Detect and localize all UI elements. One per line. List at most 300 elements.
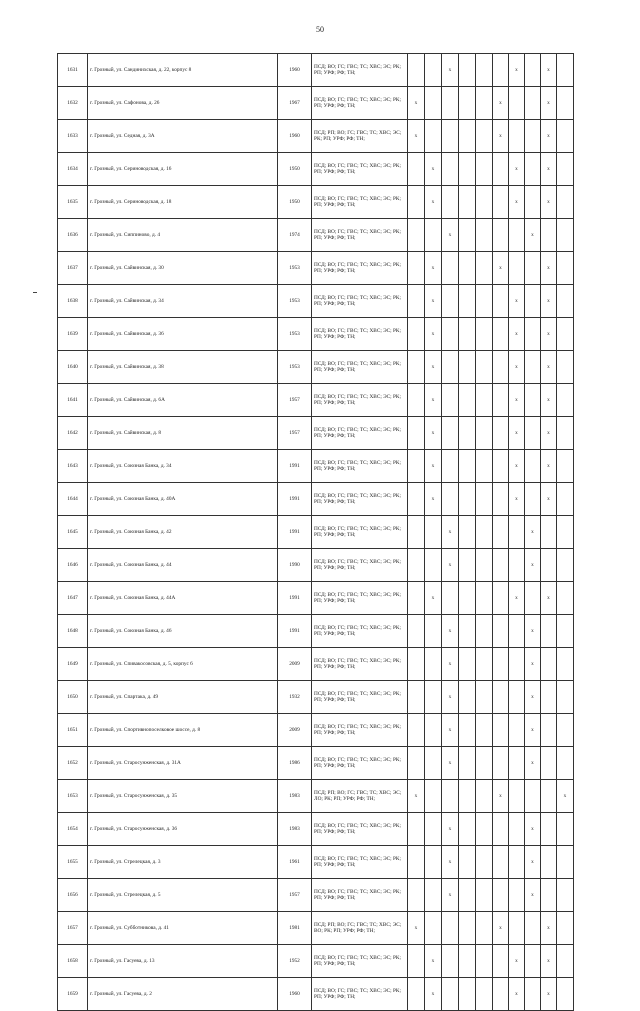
row-address: г. Грозный, ул. Сайвинская, д. 8	[88, 417, 278, 450]
row-address: г. Грозный, ул. Сайвинская, д. 30	[88, 252, 278, 285]
mark-cell	[425, 120, 442, 153]
mark-cell	[442, 417, 459, 450]
mark-cell	[509, 780, 525, 813]
row-address: г. Грозный, ул. Спортивнопоселковое шоссе, д. 8	[88, 714, 278, 747]
mark-cell	[525, 450, 541, 483]
mark-cell	[459, 516, 476, 549]
mark-cell: x	[493, 120, 509, 153]
mark-cell	[493, 516, 509, 549]
row-services: ПСД; ВО; ГС; ГВС; ТС; ХВС; ЭС; РК; РП; УРФ; РФ; ТН;	[312, 879, 408, 912]
mark-cell	[493, 219, 509, 252]
mark-cell: x	[425, 582, 442, 615]
mark-cell: x	[442, 681, 459, 714]
mark-cell	[459, 978, 476, 1011]
row-services: ПСД; ВО; ГС; ГВС; ТС; ХВС; ЭС; РК; РП; УРФ; РФ; ТН;	[312, 747, 408, 780]
row-address: г. Грозный, ул. Стрелецкая, д. 3	[88, 846, 278, 879]
table-row	[58, 714, 574, 747]
mark-cell	[476, 747, 493, 780]
mark-cell	[493, 54, 509, 87]
mark-cell	[493, 813, 509, 846]
row-year: 1957	[278, 417, 312, 450]
mark-cell: x	[541, 582, 557, 615]
mark-cell	[476, 351, 493, 384]
mark-cell: x	[509, 351, 525, 384]
mark-cell	[557, 747, 574, 780]
mark-cell	[541, 219, 557, 252]
mark-cell	[557, 219, 574, 252]
mark-cell	[493, 186, 509, 219]
mark-cell	[557, 813, 574, 846]
mark-cell	[425, 549, 442, 582]
row-services: ПСД; ВО; ГС; ГВС; ТС; ХВС; ЭС; РК; РП; УРФ; РФ; ТН;	[312, 186, 408, 219]
mark-cell	[476, 120, 493, 153]
mark-cell	[541, 516, 557, 549]
mark-cell	[509, 912, 525, 945]
mark-cell	[476, 417, 493, 450]
mark-cell: x	[525, 219, 541, 252]
row-year: 1991	[278, 483, 312, 516]
mark-cell	[525, 153, 541, 186]
row-number: 1648	[58, 615, 88, 648]
row-number: 1655	[58, 846, 88, 879]
mark-cell	[425, 516, 442, 549]
mark-cell	[557, 681, 574, 714]
row-number: 1635	[58, 186, 88, 219]
row-number: 1650	[58, 681, 88, 714]
row-address: г. Грозный, ул. Сайвинская, д. 36	[88, 318, 278, 351]
row-services: ПСД; ВО; ГС; ГВС; ТС; ХВС; ЭС; РК; РП; УРФ; РФ; ТН;	[312, 681, 408, 714]
row-number: 1632	[58, 87, 88, 120]
mark-cell	[557, 978, 574, 1011]
row-number: 1636	[58, 219, 88, 252]
mark-cell	[476, 516, 493, 549]
mark-cell	[557, 516, 574, 549]
mark-cell	[493, 978, 509, 1011]
mark-cell: x	[425, 945, 442, 978]
mark-cell: x	[425, 978, 442, 1011]
mark-cell	[442, 285, 459, 318]
mark-cell	[408, 846, 425, 879]
mark-cell	[408, 879, 425, 912]
mark-cell: x	[509, 450, 525, 483]
row-number: 1652	[58, 747, 88, 780]
mark-cell: x	[425, 153, 442, 186]
row-number: 1641	[58, 384, 88, 417]
mark-cell	[459, 813, 476, 846]
table-row	[58, 747, 574, 780]
mark-cell	[408, 714, 425, 747]
mark-cell: x	[442, 549, 459, 582]
mark-cell	[541, 780, 557, 813]
mark-cell: x	[541, 186, 557, 219]
table-row	[58, 615, 574, 648]
mark-cell	[493, 351, 509, 384]
mark-cell: x	[541, 384, 557, 417]
mark-cell: x	[442, 813, 459, 846]
mark-cell: x	[425, 285, 442, 318]
row-address: г. Грозный, ул. Сандинихская, д. 22, корпус 8	[88, 54, 278, 87]
mark-cell	[425, 846, 442, 879]
mark-cell	[493, 747, 509, 780]
table-row	[58, 318, 574, 351]
stray-mark	[33, 292, 37, 293]
row-number: 1647	[58, 582, 88, 615]
mark-cell	[557, 87, 574, 120]
mark-cell	[509, 714, 525, 747]
row-number: 1642	[58, 417, 88, 450]
mark-cell	[476, 54, 493, 87]
mark-cell: x	[408, 87, 425, 120]
mark-cell: x	[541, 945, 557, 978]
row-services: ПСД; ВО; ГС; ГВС; ТС; ХВС; ЭС; РК; РП; УРФ; РФ; ТН;	[312, 615, 408, 648]
mark-cell	[476, 879, 493, 912]
row-address: г. Грозный, ул. Союзная Банка, д. 44А	[88, 582, 278, 615]
row-year: 1950	[278, 153, 312, 186]
row-address: г. Грозный, ул. Сайвинская, д. 38	[88, 351, 278, 384]
mark-cell: x	[442, 879, 459, 912]
mark-cell	[476, 153, 493, 186]
mark-cell	[476, 483, 493, 516]
mark-cell	[459, 54, 476, 87]
mark-cell	[557, 186, 574, 219]
row-number: 1634	[58, 153, 88, 186]
mark-cell	[425, 912, 442, 945]
table-row	[58, 54, 574, 87]
mark-cell	[408, 978, 425, 1011]
mark-cell	[408, 747, 425, 780]
mark-cell: x	[408, 120, 425, 153]
row-address: г. Грозный, ул. Спивакосовская, д. 5, корпус 6	[88, 648, 278, 681]
row-services: ПСД; РП; ВО; ГС; ГВС; ТС; ХВС; ЭС; ЛО; РК; РП; УРФ; РФ; ТН;	[312, 780, 408, 813]
mark-cell: x	[442, 648, 459, 681]
mark-cell	[493, 879, 509, 912]
mark-cell	[425, 219, 442, 252]
table-row	[58, 648, 574, 681]
row-number: 1645	[58, 516, 88, 549]
table-row	[58, 582, 574, 615]
row-year: 1981	[278, 912, 312, 945]
mark-cell	[408, 219, 425, 252]
mark-cell	[459, 186, 476, 219]
mark-cell	[541, 681, 557, 714]
table-row	[58, 417, 574, 450]
mark-cell	[509, 252, 525, 285]
mark-cell	[557, 549, 574, 582]
mark-cell	[509, 879, 525, 912]
mark-cell	[557, 483, 574, 516]
mark-cell	[425, 648, 442, 681]
row-address: г. Грозный, ул. Союзная Банка, д. 46	[88, 615, 278, 648]
table-row	[58, 912, 574, 945]
row-number: 1654	[58, 813, 88, 846]
row-year: 1957	[278, 879, 312, 912]
row-year: 2009	[278, 648, 312, 681]
mark-cell: x	[442, 714, 459, 747]
mark-cell	[476, 549, 493, 582]
registry-rows	[58, 54, 574, 1011]
row-year: 1983	[278, 813, 312, 846]
mark-cell	[476, 450, 493, 483]
row-year: 1974	[278, 219, 312, 252]
row-services: ПСД; ВО; ГС; ГВС; ТС; ХВС; ЭС; РК; РП; УРФ; РФ; ТН;	[312, 417, 408, 450]
row-number: 1638	[58, 285, 88, 318]
mark-cell	[476, 912, 493, 945]
mark-cell: x	[525, 879, 541, 912]
mark-cell	[476, 318, 493, 351]
row-number: 1659	[58, 978, 88, 1011]
mark-cell	[408, 153, 425, 186]
table-row	[58, 780, 574, 813]
mark-cell	[459, 153, 476, 186]
mark-cell	[557, 714, 574, 747]
mark-cell	[509, 813, 525, 846]
mark-cell	[459, 252, 476, 285]
row-year: 1967	[278, 87, 312, 120]
mark-cell	[425, 615, 442, 648]
row-address: г. Грозный, ул. Союзная Банка, д. 40А	[88, 483, 278, 516]
row-services: ПСД; ВО; ГС; ГВС; ТС; ХВС; ЭС; РК; РП; УРФ; РФ; ТН;	[312, 54, 408, 87]
mark-cell	[557, 846, 574, 879]
mark-cell: x	[509, 186, 525, 219]
mark-cell: x	[525, 615, 541, 648]
row-address: г. Грозный, ул. Союзная Банка, д. 34	[88, 450, 278, 483]
mark-cell	[493, 648, 509, 681]
mark-cell	[557, 54, 574, 87]
mark-cell: x	[425, 450, 442, 483]
mark-cell	[442, 945, 459, 978]
mark-cell	[493, 450, 509, 483]
mark-cell	[525, 780, 541, 813]
mark-cell: x	[442, 516, 459, 549]
row-year: 1953	[278, 285, 312, 318]
mark-cell	[525, 87, 541, 120]
mark-cell	[476, 186, 493, 219]
mark-cell	[442, 582, 459, 615]
mark-cell	[408, 450, 425, 483]
mark-cell: x	[493, 912, 509, 945]
mark-cell	[509, 516, 525, 549]
row-address: г. Грозный, ул. Сериноводская, д. 16	[88, 153, 278, 186]
mark-cell: x	[493, 780, 509, 813]
mark-cell	[509, 120, 525, 153]
mark-cell	[557, 384, 574, 417]
mark-cell	[459, 318, 476, 351]
mark-cell	[493, 846, 509, 879]
mark-cell	[408, 384, 425, 417]
row-number: 1643	[58, 450, 88, 483]
mark-cell: x	[541, 54, 557, 87]
row-number: 1656	[58, 879, 88, 912]
row-year: 1991	[278, 450, 312, 483]
row-services: ПСД; ВО; ГС; ГВС; ТС; ХВС; ЭС; РК; РП; УРФ; РФ; ТН;	[312, 318, 408, 351]
row-year: 1953	[278, 351, 312, 384]
mark-cell	[476, 681, 493, 714]
mark-cell	[476, 846, 493, 879]
mark-cell	[557, 120, 574, 153]
mark-cell	[509, 615, 525, 648]
mark-cell	[459, 549, 476, 582]
row-year: 1983	[278, 780, 312, 813]
row-services: ПСД; РП; ВО; ГС; ГВС; ТС; ХВС; ЭС; РК; РП; УРФ; РФ; ТН;	[312, 120, 408, 153]
row-address: г. Грозный, ул. Стрелецкая, д. 5	[88, 879, 278, 912]
mark-cell	[476, 384, 493, 417]
row-address: г. Грозный, ул. Сериноводская, д. 18	[88, 186, 278, 219]
row-address: г. Грозный, ул. Союзная Банка, д. 42	[88, 516, 278, 549]
mark-cell: x	[509, 153, 525, 186]
mark-cell	[459, 417, 476, 450]
mark-cell	[459, 87, 476, 120]
table-row	[58, 549, 574, 582]
row-address: г. Грозный, ул. Гасуева, д. 13	[88, 945, 278, 978]
mark-cell: x	[541, 285, 557, 318]
table-row	[58, 978, 574, 1011]
mark-cell	[476, 87, 493, 120]
mark-cell	[442, 483, 459, 516]
mark-cell	[476, 615, 493, 648]
mark-cell	[425, 54, 442, 87]
table-row	[58, 384, 574, 417]
row-services: ПСД; ВО; ГС; ГВС; ТС; ХВС; ЭС; РК; РП; УРФ; РФ; ТН;	[312, 714, 408, 747]
mark-cell	[493, 417, 509, 450]
mark-cell	[459, 219, 476, 252]
mark-cell	[459, 681, 476, 714]
mark-cell	[525, 582, 541, 615]
mark-cell: x	[442, 219, 459, 252]
mark-cell	[509, 648, 525, 681]
mark-cell	[509, 219, 525, 252]
mark-cell	[557, 318, 574, 351]
mark-cell: x	[509, 318, 525, 351]
mark-cell	[525, 285, 541, 318]
mark-cell: x	[509, 384, 525, 417]
mark-cell: x	[525, 747, 541, 780]
mark-cell	[459, 912, 476, 945]
mark-cell	[408, 483, 425, 516]
row-services: ПСД; ВО; ГС; ГВС; ТС; ХВС; ЭС; РК; РП; УРФ; РФ; ТН;	[312, 351, 408, 384]
row-address: г. Грозный, ул. Седная, д. 3А	[88, 120, 278, 153]
mark-cell: x	[509, 285, 525, 318]
row-year: 1991	[278, 516, 312, 549]
row-number: 1657	[58, 912, 88, 945]
mark-cell: x	[541, 153, 557, 186]
row-services: ПСД; ВО; ГС; ГВС; ТС; ХВС; ЭС; РК; РП; УРФ; РФ; ТН;	[312, 549, 408, 582]
mark-cell	[557, 582, 574, 615]
mark-cell	[408, 813, 425, 846]
mark-cell	[525, 417, 541, 450]
row-services: ПСД; ВО; ГС; ГВС; ТС; ХВС; ЭС; РК; РП; УРФ; РФ; ТН;	[312, 813, 408, 846]
mark-cell	[525, 483, 541, 516]
row-services: ПСД; ВО; ГС; ГВС; ТС; ХВС; ЭС; РК; РП; УРФ; РФ; ТН;	[312, 648, 408, 681]
mark-cell: x	[541, 483, 557, 516]
mark-cell	[408, 252, 425, 285]
row-address: г. Грозный, ул. Сиппиново, д. 4	[88, 219, 278, 252]
mark-cell	[493, 945, 509, 978]
mark-cell	[476, 648, 493, 681]
row-address: г. Грозный, ул. Спартака, д. 49	[88, 681, 278, 714]
row-year: 1990	[278, 549, 312, 582]
mark-cell: x	[541, 912, 557, 945]
mark-cell	[442, 153, 459, 186]
mark-cell	[459, 582, 476, 615]
mark-cell	[557, 417, 574, 450]
mark-cell	[425, 813, 442, 846]
mark-cell	[525, 186, 541, 219]
mark-cell: x	[442, 846, 459, 879]
row-services: ПСД; ВО; ГС; ГВС; ТС; ХВС; ЭС; РК; РП; УРФ; РФ; ТН;	[312, 252, 408, 285]
table-row	[58, 252, 574, 285]
row-number: 1651	[58, 714, 88, 747]
row-year: 1960	[278, 978, 312, 1011]
row-address: г. Грозный, ул. Субботникова, д. 41	[88, 912, 278, 945]
table-row	[58, 879, 574, 912]
mark-cell: x	[509, 582, 525, 615]
row-services: ПСД; ВО; ГС; ГВС; ТС; ХВС; ЭС; РК; РП; УРФ; РФ; ТН;	[312, 516, 408, 549]
mark-cell	[525, 351, 541, 384]
row-year: 1991	[278, 582, 312, 615]
row-number: 1633	[58, 120, 88, 153]
mark-cell: x	[493, 87, 509, 120]
table-row	[58, 285, 574, 318]
mark-cell	[509, 549, 525, 582]
mark-cell: x	[408, 912, 425, 945]
mark-cell	[425, 879, 442, 912]
mark-cell	[476, 582, 493, 615]
mark-cell	[442, 120, 459, 153]
mark-cell	[459, 351, 476, 384]
table-row	[58, 153, 574, 186]
mark-cell	[459, 384, 476, 417]
mark-cell	[525, 54, 541, 87]
table-row	[58, 219, 574, 252]
mark-cell: x	[509, 417, 525, 450]
mark-cell	[525, 978, 541, 1011]
mark-cell	[541, 714, 557, 747]
row-number: 1637	[58, 252, 88, 285]
row-address: г. Грозный, ул. Гасуева, д. 2	[88, 978, 278, 1011]
row-year: 1953	[278, 252, 312, 285]
table-row	[58, 351, 574, 384]
row-services: ПСД; ВО; ГС; ГВС; ТС; ХВС; ЭС; РК; РП; УРФ; РФ; ТН;	[312, 483, 408, 516]
mark-cell	[408, 681, 425, 714]
mark-cell	[493, 384, 509, 417]
row-year: 1952	[278, 945, 312, 978]
table-row	[58, 483, 574, 516]
mark-cell: x	[509, 945, 525, 978]
mark-cell	[557, 153, 574, 186]
row-services: ПСД; ВО; ГС; ГВС; ТС; ХВС; ЭС; РК; РП; УРФ; РФ; ТН;	[312, 384, 408, 417]
mark-cell	[525, 318, 541, 351]
mark-cell	[425, 714, 442, 747]
mark-cell	[541, 549, 557, 582]
row-year: 1950	[278, 186, 312, 219]
mark-cell	[408, 516, 425, 549]
row-year: 1932	[278, 681, 312, 714]
mark-cell: x	[525, 681, 541, 714]
mark-cell	[408, 648, 425, 681]
row-number: 1658	[58, 945, 88, 978]
table-row	[58, 681, 574, 714]
row-services: ПСД; ВО; ГС; ГВС; ТС; ХВС; ЭС; РК; РП; УРФ; РФ; ТН;	[312, 846, 408, 879]
mark-cell	[525, 252, 541, 285]
row-number: 1631	[58, 54, 88, 87]
mark-cell	[459, 780, 476, 813]
mark-cell	[557, 648, 574, 681]
row-address: г. Грозный, ул. Сайвинская, д. 34	[88, 285, 278, 318]
mark-cell	[493, 153, 509, 186]
mark-cell	[459, 615, 476, 648]
row-number: 1640	[58, 351, 88, 384]
mark-cell	[541, 846, 557, 879]
